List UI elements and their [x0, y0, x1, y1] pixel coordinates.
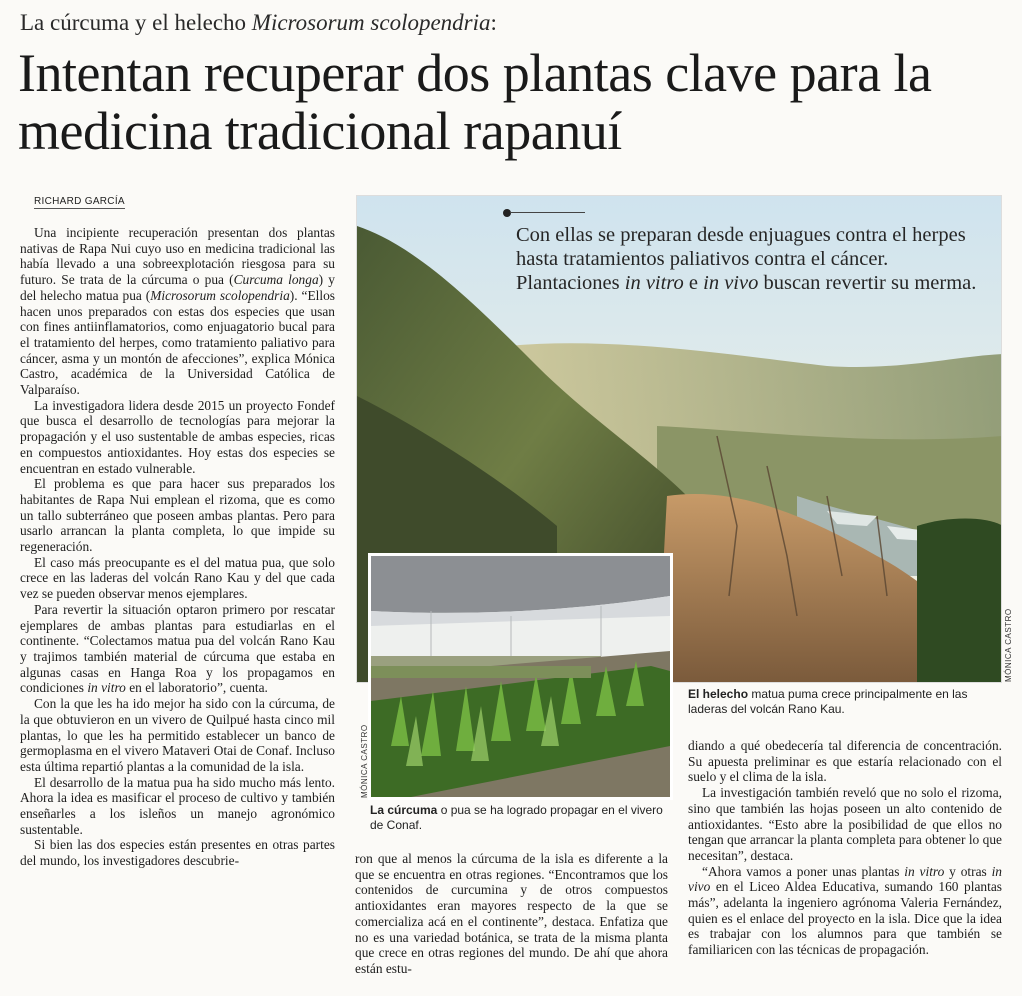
- article-column-3: [688, 738, 1002, 958]
- paragraph: “Ahora vamos a poner unas plantas in vitro y otras in vivo en el Liceo Aldea Educativa, sumando 160 plantas más”, adelanta la ingeniero agrónoma Valeria Fernández, quien es el enlace del proyecto en la isla. Dice que la idea es trabajar con los alumnos para que también se familiaricen con las técnicas de propagación.: [688, 863, 1002, 958]
- paragraph: La investigadora lidera desde 2015 un proyecto Fondef que busca el desarrollo de tecnologías para mejorar la propagación y el uso sustentable de ambas especies, ricas en compuestos antioxidantes. Hoy estas dos especies se encuentran en estado vulnerable.: [20, 397, 335, 476]
- paragraph: diando a qué obedecería tal diferencia de concentración. Su apuesta preliminar es que estaría relacionado con el suelo y el clima de la isla.: [688, 738, 1002, 785]
- kicker-text: La cúrcuma y el helecho: [20, 10, 252, 35]
- article-kicker: [20, 10, 497, 36]
- pullquote-dot: [503, 209, 511, 217]
- paragraph: Si bien las dos especies están presentes en otras partes del mundo, los investigadores descubrie-: [20, 837, 335, 869]
- nursery-photo: [368, 553, 673, 800]
- paragraph: El desarrollo de la matua pua ha sido mucho más lento. Ahora la idea es masificar el proceso de cultivo y también enseñarles a los isleños un manejo agronómico sustentable.: [20, 774, 335, 837]
- paragraph: El caso más preocupante es el del matua pua, que solo crece en las laderas del volcán Rano Kau y del que cada vez se pueden observar menos ejemplares.: [20, 554, 335, 602]
- article-column-2: [355, 851, 668, 977]
- kicker-species: Microsorum scolopendria: [251, 10, 491, 35]
- byline: RICHARD GARCÍA: [34, 196, 125, 207]
- photo-caption: El helecho matua puma crece principalmente en las laderas del volcán Rano Kau.: [688, 687, 968, 716]
- paragraph: Para revertir la situación optaron primero por rescatar ejemplares de ambas plantas para estudiarlas en el continente. “Colectamos matua pua del volcán Rano Kau y trajimos también material de cúrcuma que estaba en algunas casas en Hanga Roa y los propagamos en condiciones in vitro en el laboratorio”, cuenta.: [20, 601, 335, 696]
- paragraph: ron que al menos la cúrcuma de la isla es diferente a la que se encuentra en otras regiones. “Encontramos que los contenidos de curcumina y de otros compuestos antioxidantes eran mayores respecto de la que se comercializa acá en el continente”, destaca. Enfatiza que no es una variedad botánica, se trata de la misma planta que crece en otras regiones del mundo. De ahí que ahora están estu-: [355, 851, 668, 976]
- greenhouse-image: [371, 556, 670, 797]
- article-column-1: [20, 225, 335, 869]
- kicker-colon: :: [490, 10, 497, 35]
- paragraph: La investigación también reveló que no solo el rizoma, sino que también las hojas poseen un alto contenido de antioxidantes. “Esto abre la posibilidad de que ellos no tengan que arrancar la planta completa para obtener lo que necesitan”, destaca.: [688, 785, 1002, 863]
- pullquote: Con ellas se preparan desde enjuagues contra el herpes hasta tratamientos paliativos contra el cáncer. Plantaciones in vitro e in vivo buscan revertir su merma.: [516, 224, 977, 294]
- photo-credit: MÓNICA CASTRO: [360, 724, 369, 798]
- pullquote-rule: [510, 212, 585, 213]
- paragraph: El problema es que para hacer sus preparados los habitantes de Rapa Nui emplean el rizoma, que es como un tallo subterráneo que poseen ambas plantas. Pero para usarlo arrancan la planta completa, lo que impide su regeneración.: [20, 476, 335, 555]
- paragraph: Una incipiente recuperación presentan dos plantas nativas de Rapa Nui cuyo uso en medicina tradicional las había llevado a una sobreexplotación riesgosa para su futuro. Se trata de la cúrcuma o pua (Curcuma longa) y del helecho matua pua (Microsorum scolopendria). “Ellos hacen unos preparados con estas dos especies que usan con fines antiinflamatorios, como enjuagatorio bucal para el tratamiento del herpes, como tratamiento paliativo para cáncer, asma y un montón de afecciones”, explica Mónica Castro, académica de la Universidad Católica de Valparaíso.: [20, 225, 336, 398]
- photo-caption: La cúrcuma o pua se ha logrado propagar en el vivero de Conaf.: [370, 803, 663, 832]
- paragraph: Con la que les ha ido mejor ha sido con la cúrcuma, de la que obtuvieron en un vivero de Quilpué hasta cinco mil plantas, lo que les ha permitido establecer un banco de germoplasma en el vivero Mataveri Otai de Conaf. Incluso esta última repartió plantas a la comunidad de la isla.: [20, 696, 335, 774]
- photo-credit: MÓNICA CASTRO: [1004, 608, 1013, 682]
- headline: Intentan recuperar dos plantas clave para la medicina tradicional rapanuí: [18, 43, 932, 161]
